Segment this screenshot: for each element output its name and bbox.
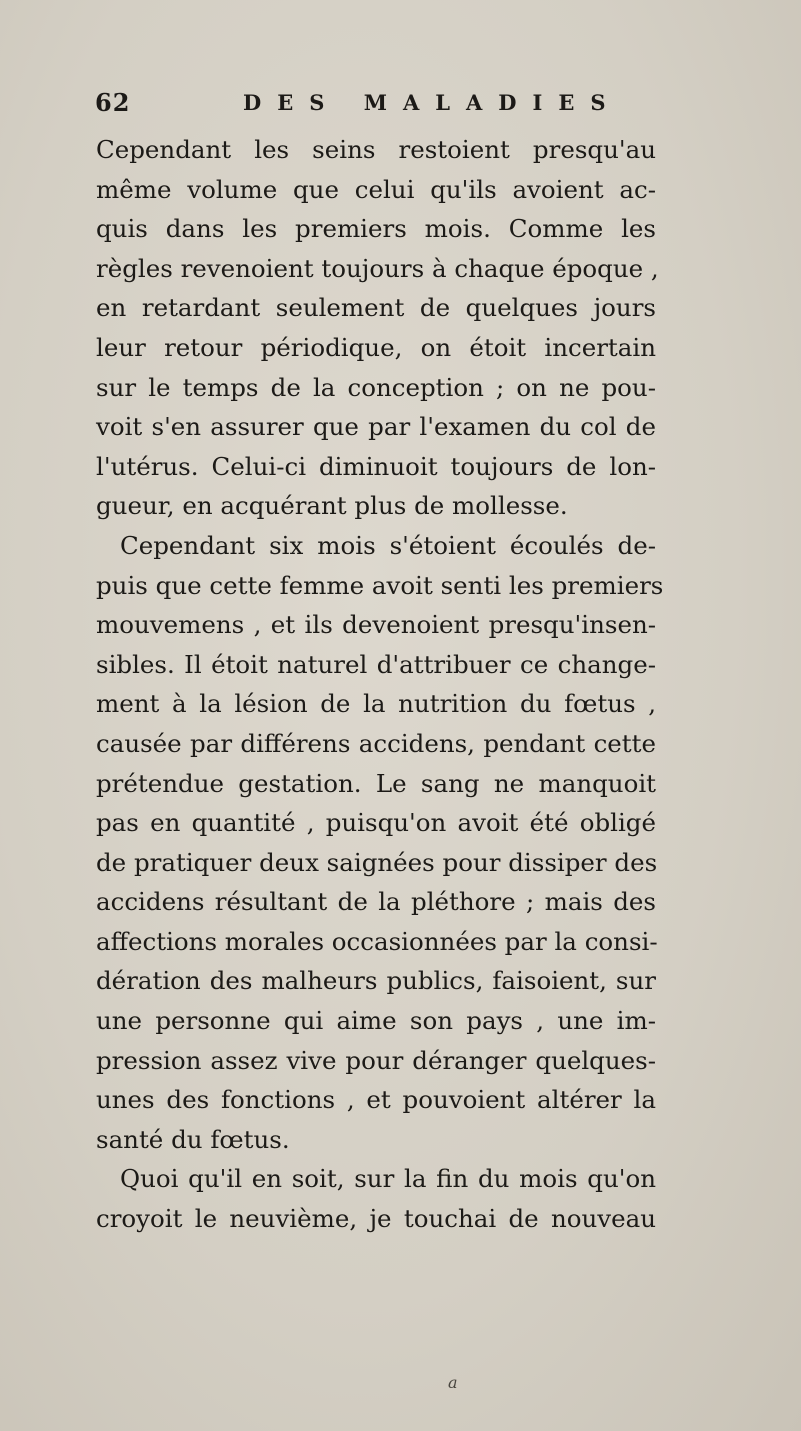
- text-line: sur le temps de la conception ; on ne pou-: [96, 372, 656, 402]
- text-line: l'utérus. Celui-ci diminuoit toujours de lon-: [96, 451, 656, 481]
- text-line: Cependant six mois s'étoient écoulés de-: [120, 530, 656, 560]
- signature-mark: a: [448, 1373, 458, 1392]
- text-line: santé du fœtus.: [96, 1124, 290, 1154]
- text-line: Cependant les seins restoient presqu'au: [96, 135, 656, 164]
- text-line: une personne qui aime son pays , une im-: [96, 1006, 656, 1036]
- text-line: pas en quantité , puisqu'on avoit été obligé: [96, 808, 656, 838]
- text-line: ment à la lésion de la nutrition du fœtus ,: [96, 689, 656, 719]
- text-line: leur retour périodique, on étoit incertain: [96, 332, 656, 362]
- text-line: de pratiquer deux saignées pour dissiper des: [96, 847, 658, 877]
- text-line: unes des fonctions , et pouvoient altérer la: [96, 1085, 656, 1115]
- text-line: affections morales occasionnées par la consi-: [96, 926, 658, 956]
- text-line: mouvemens , et ils devenoient presqu'insen-: [96, 610, 656, 640]
- text-line: prétendue gestation. Le sang ne manquoit: [96, 768, 656, 798]
- text-line: pression assez vive pour déranger quelques-: [96, 1045, 656, 1075]
- text-line: règles revenoient toujours à chaque époque ,: [96, 253, 659, 283]
- text-line: croyoit le neuvième, je touchai de nouveau: [96, 1204, 656, 1234]
- text-line: gueur, en acquérant plus de mollesse.: [96, 491, 568, 521]
- running-title: DES MALADIES: [243, 90, 622, 115]
- text-line: sibles. Il étoit naturel d'attribuer ce change-: [96, 649, 656, 679]
- text-line: puis que cette femme avoit senti les premiers: [96, 570, 664, 600]
- text-line: même volume que celui qu'ils avoient ac-: [96, 174, 656, 204]
- text-line: en retardant seulement de quelques jours: [96, 293, 656, 323]
- text-line: dération des malheurs publics, faisoient, sur: [96, 966, 656, 996]
- text-line: voit s'en assurer que par l'examen du col de: [96, 412, 656, 442]
- body-text: [96, 130, 664, 1239]
- text-line: quis dans les premiers mois. Comme les: [96, 214, 656, 244]
- page-number: 62: [95, 88, 131, 117]
- running-head: [95, 88, 635, 122]
- text-line: Quoi qu'il en soit, sur la fin du mois qu'on: [120, 1164, 656, 1194]
- text-line: accidens résultant de la pléthore ; mais des: [96, 887, 656, 917]
- text-line: causée par différens accidens, pendant cette: [96, 728, 656, 758]
